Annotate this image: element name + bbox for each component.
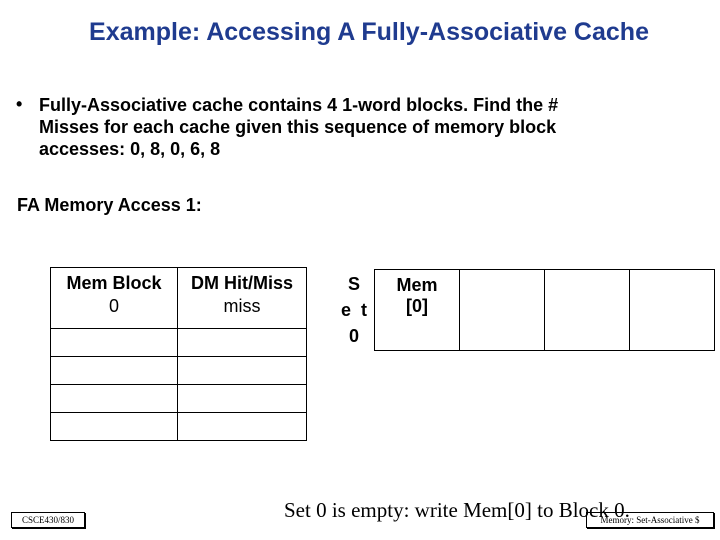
set-label-line: 0 [348,326,359,346]
bullet-text [39,94,686,160]
block-content [460,270,544,296]
block-content [630,270,714,296]
bullet-line: Fully-Associative cache contains 4 1-word blocks. Find the # [39,95,559,115]
column-header-hit-miss: DM Hit/Miss [190,273,293,293]
table-cell [178,413,307,441]
bullet-marker: • [16,94,23,114]
table-row [51,413,307,441]
set-label [330,271,378,349]
bullet-line: accesses: 0, 8, 0, 6, 8 [39,139,221,159]
step-caption: Set 0 is empty: write Mem[0] to Block 0. [284,498,630,522]
column-header-mem-block: Mem Block [66,273,162,293]
cell-value: miss [223,296,261,316]
table-cell [178,357,307,385]
slide-topic-label: Memory: Set-Associative $ [586,512,714,528]
section-heading: FA Memory Access 1: [17,195,202,215]
cache-block [375,270,460,351]
bullet-item [16,94,686,160]
block-content [375,270,459,317]
table-cell [51,385,178,413]
cache-block [460,270,545,351]
table-row [51,329,307,357]
table-row [51,357,307,385]
block-line: [0] [406,296,428,316]
block-content [545,270,629,296]
cache-row [375,270,715,351]
cache-block [545,270,630,351]
table-cell [51,357,178,385]
bullet-line: Misses for each cache given this sequence of memory block [39,117,557,137]
table-cell [51,413,178,441]
table-cell [51,329,178,357]
table-row [51,385,307,413]
table-row [51,268,307,329]
cache-block [630,270,715,351]
block-line: Mem [396,275,438,295]
set-label-line: e t [340,300,367,320]
access-table [50,267,307,441]
table-cell [178,329,307,357]
course-code-label: CSCE430/830 [11,512,85,528]
table-cell [178,268,307,329]
table-cell [51,268,178,329]
cache-blocks [374,269,715,351]
table-cell [178,385,307,413]
cell-value: 0 [108,296,119,316]
slide-title: Example: Accessing A Fully-Associative Cache [89,18,649,46]
set-label-line: S [347,274,360,294]
